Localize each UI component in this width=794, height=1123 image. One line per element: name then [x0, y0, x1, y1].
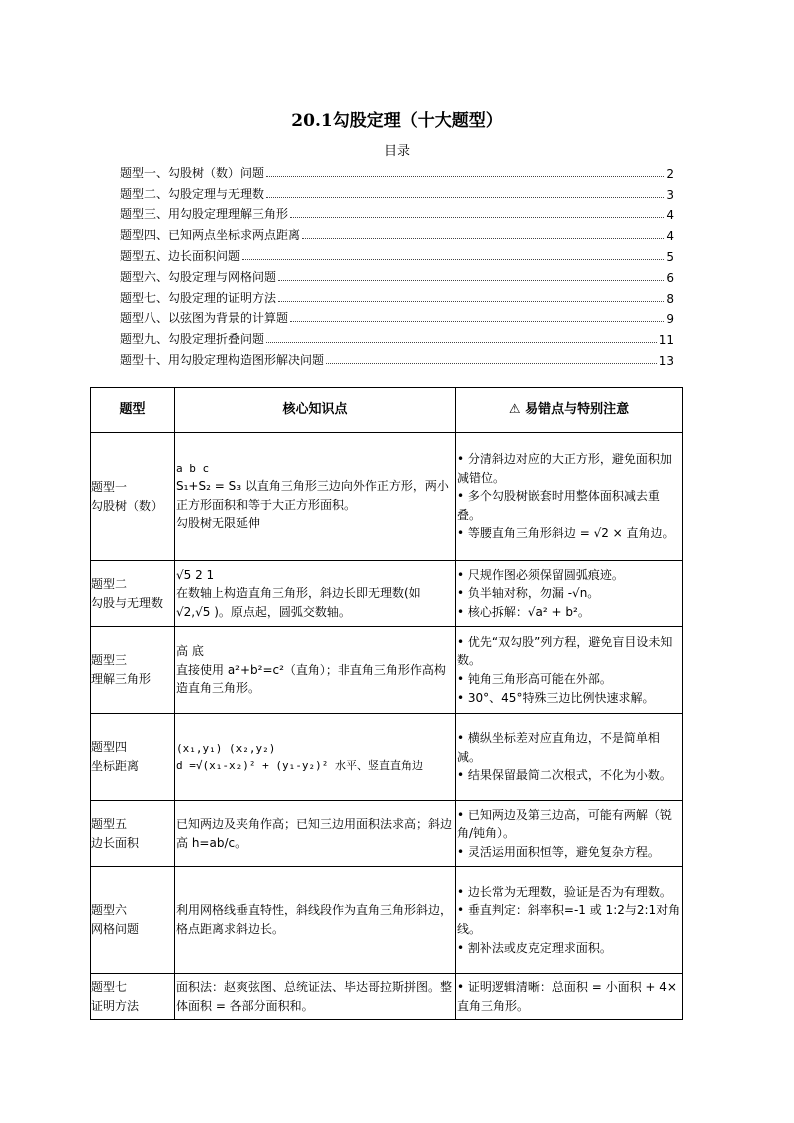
core-text: S₁+S₂ = S₃ 以直角三角形三边向外作正方形，两小正方形面积和等于大正方形面积。 — [176, 479, 449, 512]
type-name: 题型四 — [91, 740, 128, 755]
toc-entry-page: 11 — [658, 333, 674, 348]
notes-cell — [456, 714, 683, 801]
note-item: • 结果保留最简二次根式，不化为小数。 — [457, 766, 681, 785]
toc-dot-leader — [290, 321, 664, 322]
type-cell — [91, 627, 175, 714]
column-header-core: 核心知识点 — [175, 388, 456, 433]
core-figure-labels: a b c — [176, 462, 210, 476]
note-item: • 证明逻辑清晰：总面积 = 小面积 + 4×直角三角形。 — [457, 978, 681, 1015]
toc-entry[interactable] — [120, 181, 674, 202]
core-text: 直接使用 a²+b²=c²（直角）；非直角三角形作高构造直角三角形。 — [176, 662, 446, 696]
core-cell — [175, 627, 456, 714]
toc-entry-label: 题型六、勾股定理与网格问题 — [120, 269, 277, 284]
type-cell — [91, 433, 175, 561]
toc-dot-leader — [242, 259, 664, 260]
toc-entry-page: 8 — [666, 291, 674, 306]
note-item: • 灵活运用面积恒等，避免复杂方程。 — [457, 843, 681, 862]
type-desc: 边长面积 — [91, 835, 140, 850]
type-name: 题型六 — [91, 903, 128, 918]
note-item: • 割补法或皮克定理求面积。 — [457, 939, 681, 958]
type-name: 题型一 — [91, 479, 128, 494]
toc-entry-label: 题型四、已知两点坐标求两点距离 — [120, 228, 301, 243]
type-cell — [91, 974, 175, 1020]
toc-entry[interactable] — [120, 285, 674, 306]
notes-cell — [456, 801, 683, 867]
type-name: 题型五 — [91, 816, 128, 831]
toc-dot-leader — [266, 176, 664, 177]
table-row — [91, 714, 683, 801]
core-figure-labels: √5 2 1 — [176, 567, 215, 582]
toc-entry[interactable] — [120, 306, 674, 327]
type-desc: 勾股树（数） — [91, 498, 164, 513]
type-name: 题型二 — [91, 576, 128, 591]
toc-entry-page: 4 — [666, 229, 674, 244]
type-cell — [91, 561, 175, 627]
toc-entry-label: 题型三、用勾股定理理解三角形 — [120, 207, 289, 222]
table-row — [91, 974, 683, 1020]
core-cell — [175, 714, 456, 801]
table-header-row — [91, 388, 683, 433]
core-cell — [175, 801, 456, 867]
toc-entry[interactable] — [120, 326, 674, 347]
core-figure-labels: 高 底 — [176, 644, 204, 659]
toc-entry-label: 题型二、勾股定理与无理数 — [120, 186, 265, 201]
core-text: 利用网格线垂直特性，斜线段作为直角三角形斜边，格点距离求斜边长。 — [176, 903, 453, 936]
notes-cell — [456, 867, 683, 974]
toc-entry[interactable] — [120, 202, 674, 223]
toc-dot-leader — [266, 342, 657, 343]
note-item: • 已知两边及第三边高，可能有两解（锐角/钝角）。 — [457, 806, 681, 843]
toc-entry[interactable] — [120, 160, 674, 181]
toc-entry-label: 题型九、勾股定理折叠问题 — [120, 332, 265, 347]
type-name: 题型七 — [91, 979, 128, 994]
core-figure-labels: (x₁,y₁) (x₂,y₂) — [176, 741, 276, 755]
core-text: 已知两边及夹角作高；已知三边用面积法求高；斜边高 h=ab/c。 — [176, 816, 453, 850]
note-item: • 边长常为无理数，验证是否为有理数。 — [457, 883, 681, 902]
table-row — [91, 561, 683, 627]
notes-cell — [456, 974, 683, 1020]
summary-table — [90, 387, 683, 1020]
toc-entry-page: 4 — [666, 208, 674, 223]
note-item: • 等腰直角三角形斜边 = √2 × 直角边。 — [457, 524, 681, 543]
core-text: 在数轴上构造直角三角形，斜边长即无理数(如√2,√5 )。原点起，圆弧交数轴。 — [176, 586, 421, 619]
notes-cell — [456, 433, 683, 561]
toc-entry-page: 6 — [666, 270, 674, 285]
notes-cell — [456, 561, 683, 627]
toc-entry[interactable] — [120, 264, 674, 285]
toc-heading: 目录 — [383, 144, 410, 159]
toc-entry-page: 9 — [666, 312, 674, 327]
type-cell — [91, 714, 175, 801]
table-row — [91, 801, 683, 867]
core-text: 面积法：赵爽弦图、总统证法、毕达哥拉斯拼图。整体面积 = 各部分面积和。 — [176, 979, 453, 1013]
toc-dot-leader — [302, 238, 664, 239]
type-cell — [91, 867, 175, 974]
toc-entry[interactable] — [120, 243, 674, 264]
type-cell — [91, 801, 175, 867]
type-desc: 理解三角形 — [91, 672, 152, 686]
note-item: • 钝角三角形高可能在外部。 — [457, 670, 681, 689]
note-item: • 核心拆解：√a² + b²。 — [457, 603, 681, 622]
toc-dot-leader — [326, 363, 657, 364]
core-cell — [175, 867, 456, 974]
type-name: 题型三 — [91, 653, 128, 668]
type-desc: 网格问题 — [91, 922, 140, 936]
core-text: 勾股树无限延伸 — [176, 516, 261, 531]
note-item: • 多个勾股树嵌套时用整体面积减去重叠。 — [457, 487, 681, 524]
note-item: • 尺规作图必须保留圆弧痕迹。 — [457, 566, 681, 585]
type-desc: 证明方法 — [91, 998, 140, 1013]
toc-entry-label: 题型五、边长面积问题 — [120, 248, 241, 263]
toc-entry-page: 2 — [666, 166, 674, 181]
column-header-type: 题型 — [91, 388, 175, 433]
toc-entry[interactable] — [120, 347, 674, 368]
toc-dot-leader — [278, 280, 664, 281]
table-row — [91, 867, 683, 974]
toc-entry-page: 3 — [666, 187, 674, 202]
notes-cell — [456, 627, 683, 714]
toc-entry-page: 13 — [658, 353, 674, 368]
toc-entry-label: 题型一、勾股树（数）问题 — [120, 165, 265, 180]
core-cell — [175, 561, 456, 627]
page-title: 20.1勾股定理（十大题型） — [291, 111, 503, 131]
type-desc: 坐标距离 — [91, 759, 140, 773]
core-cell — [175, 433, 456, 561]
toc-dot-leader — [290, 217, 664, 218]
toc-entry-label: 题型七、勾股定理的证明方法 — [120, 290, 277, 305]
toc-entry-label: 题型八、以弦图为背景的计算题 — [120, 311, 289, 326]
toc-dot-leader — [278, 301, 664, 302]
note-item: • 优先“双勾股”列方程，避免盲目设未知数。 — [457, 633, 681, 670]
distance-formula: d =√(x₁-x₂)² + (y₁-y₂)² 水平、竖直直角边 — [176, 759, 423, 772]
note-item: • 垂直判定：斜率积=-1 或 1:2与2:1对角线。 — [457, 901, 681, 938]
table-row — [91, 433, 683, 561]
note-item: • 30°、45°特殊三边比例快速求解。 — [457, 689, 681, 708]
column-header-notes: ⚠ 易错点与特别注意 — [456, 388, 683, 433]
note-item: • 分清斜边对应的大正方形，避免面积加减错位。 — [457, 450, 681, 487]
note-item: • 横纵坐标差对应直角边，不是简单相减。 — [457, 729, 681, 766]
toc-entry-label: 题型十、用勾股定理构造图形解决问题 — [120, 352, 325, 367]
toc-entry-page: 5 — [666, 249, 674, 264]
core-cell — [175, 974, 456, 1020]
type-desc: 勾股与无理数 — [91, 595, 164, 610]
toc-entry[interactable] — [120, 222, 674, 243]
table-of-contents — [120, 160, 674, 368]
toc-dot-leader — [266, 197, 664, 198]
note-item: • 负半轴对称，勿漏 -√n。 — [457, 584, 681, 603]
table-row — [91, 627, 683, 714]
